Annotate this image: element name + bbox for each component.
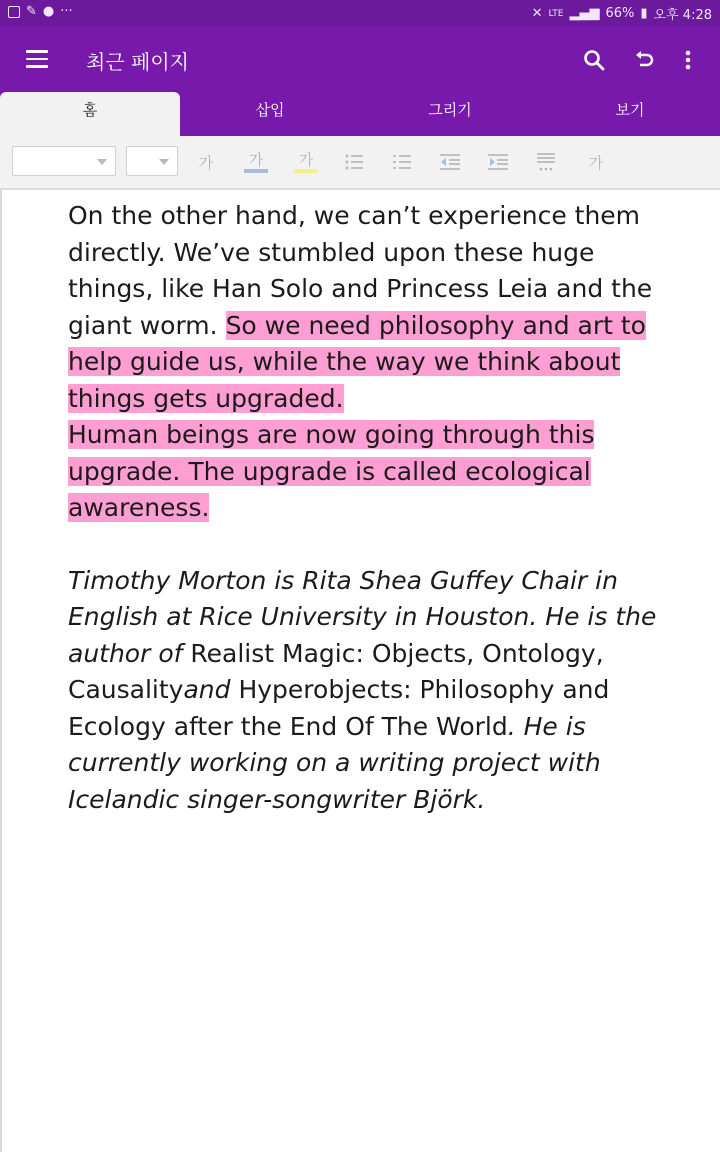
note-text[interactable] <box>68 198 668 818</box>
font-name-dropdown[interactable] <box>12 146 116 176</box>
bullet-list-icon <box>344 153 364 171</box>
highlighted-text: Human beings are now going through this upgrade. The upgrade is called ecological awareness. <box>68 420 595 522</box>
tab-home[interactable]: 홈 <box>0 92 180 136</box>
numbered-list-button[interactable] <box>388 148 416 176</box>
clear-format-button[interactable] <box>582 148 610 176</box>
text-run: On the other hand, we can’t experience them directly. We’ve stumbled upon these huge things, like Han Solo and Princess Leia and the giant worm. <box>68 201 653 340</box>
status-bar <box>0 0 720 26</box>
mute-icon: ✕ <box>531 6 543 21</box>
bio-italic: . He is currently working on a writing project with Icelandic singer-songwriter Björk. <box>68 711 601 814</box>
underline-icon: 가 <box>248 151 264 169</box>
bio-italic: Timothy Morton is Rita Shea Guffey Chair in English at Rice University in Houston. He is the author of <box>68 565 657 668</box>
signal-icon: ▂▄▆ <box>569 6 600 21</box>
battery-percent: 66% <box>605 6 635 21</box>
outdent-button[interactable] <box>436 148 464 176</box>
text-style-icon: 가 <box>198 153 214 172</box>
highlight-icon: 가 <box>298 151 314 169</box>
image-icon <box>8 6 20 18</box>
clear-format-icon: 가 <box>588 153 604 172</box>
chat-icon: ● <box>42 4 55 19</box>
more-notifications: ··· <box>60 4 73 19</box>
note-canvas[interactable] <box>0 190 720 1152</box>
align-button[interactable] <box>532 148 560 176</box>
book-title: Realist Magic: Objects, Ontology, Causality <box>68 638 604 704</box>
tab-draw[interactable]: 그리기 <box>428 101 472 119</box>
bio-italic: and <box>183 675 239 704</box>
ribbon-tabs <box>0 92 720 136</box>
paragraph <box>68 198 668 417</box>
page-title: 최근 페이지 <box>86 50 189 74</box>
align-icon <box>535 152 557 172</box>
font-size-dropdown[interactable] <box>126 146 178 176</box>
book-title: Hyperobjects: Philosophy and Ecology after the End Of The World <box>68 675 610 741</box>
undo-icon[interactable] <box>628 44 660 76</box>
app-bar <box>0 26 720 92</box>
tab-view[interactable]: 보기 <box>615 101 645 119</box>
author-bio <box>68 563 668 819</box>
network-label: LTE <box>548 8 564 19</box>
tab-insert[interactable]: 삽입 <box>255 101 285 119</box>
search-icon[interactable] <box>578 44 610 76</box>
chevron-down-icon <box>159 159 169 165</box>
battery-icon: ▮ <box>640 6 648 21</box>
numbered-list-icon <box>392 153 412 171</box>
formatting-toolbar <box>0 136 720 190</box>
menu-icon[interactable] <box>26 50 48 68</box>
clock: 오후 4:28 <box>653 8 712 23</box>
outdent-icon <box>439 153 461 171</box>
chevron-down-icon <box>97 159 107 165</box>
indent-button[interactable] <box>484 148 512 176</box>
bullet-list-button[interactable] <box>340 148 368 176</box>
highlighted-text: So we need philosophy and art to help guide us, while the way we think about things gets upgraded. <box>68 310 646 413</box>
pen-icon: ✎ <box>26 4 37 19</box>
more-vert-icon[interactable] <box>672 44 704 76</box>
underline-button[interactable] <box>242 148 270 176</box>
paragraph <box>68 417 668 527</box>
indent-icon <box>487 153 509 171</box>
highlight-button[interactable] <box>292 148 320 176</box>
text-style-button[interactable] <box>192 148 220 176</box>
